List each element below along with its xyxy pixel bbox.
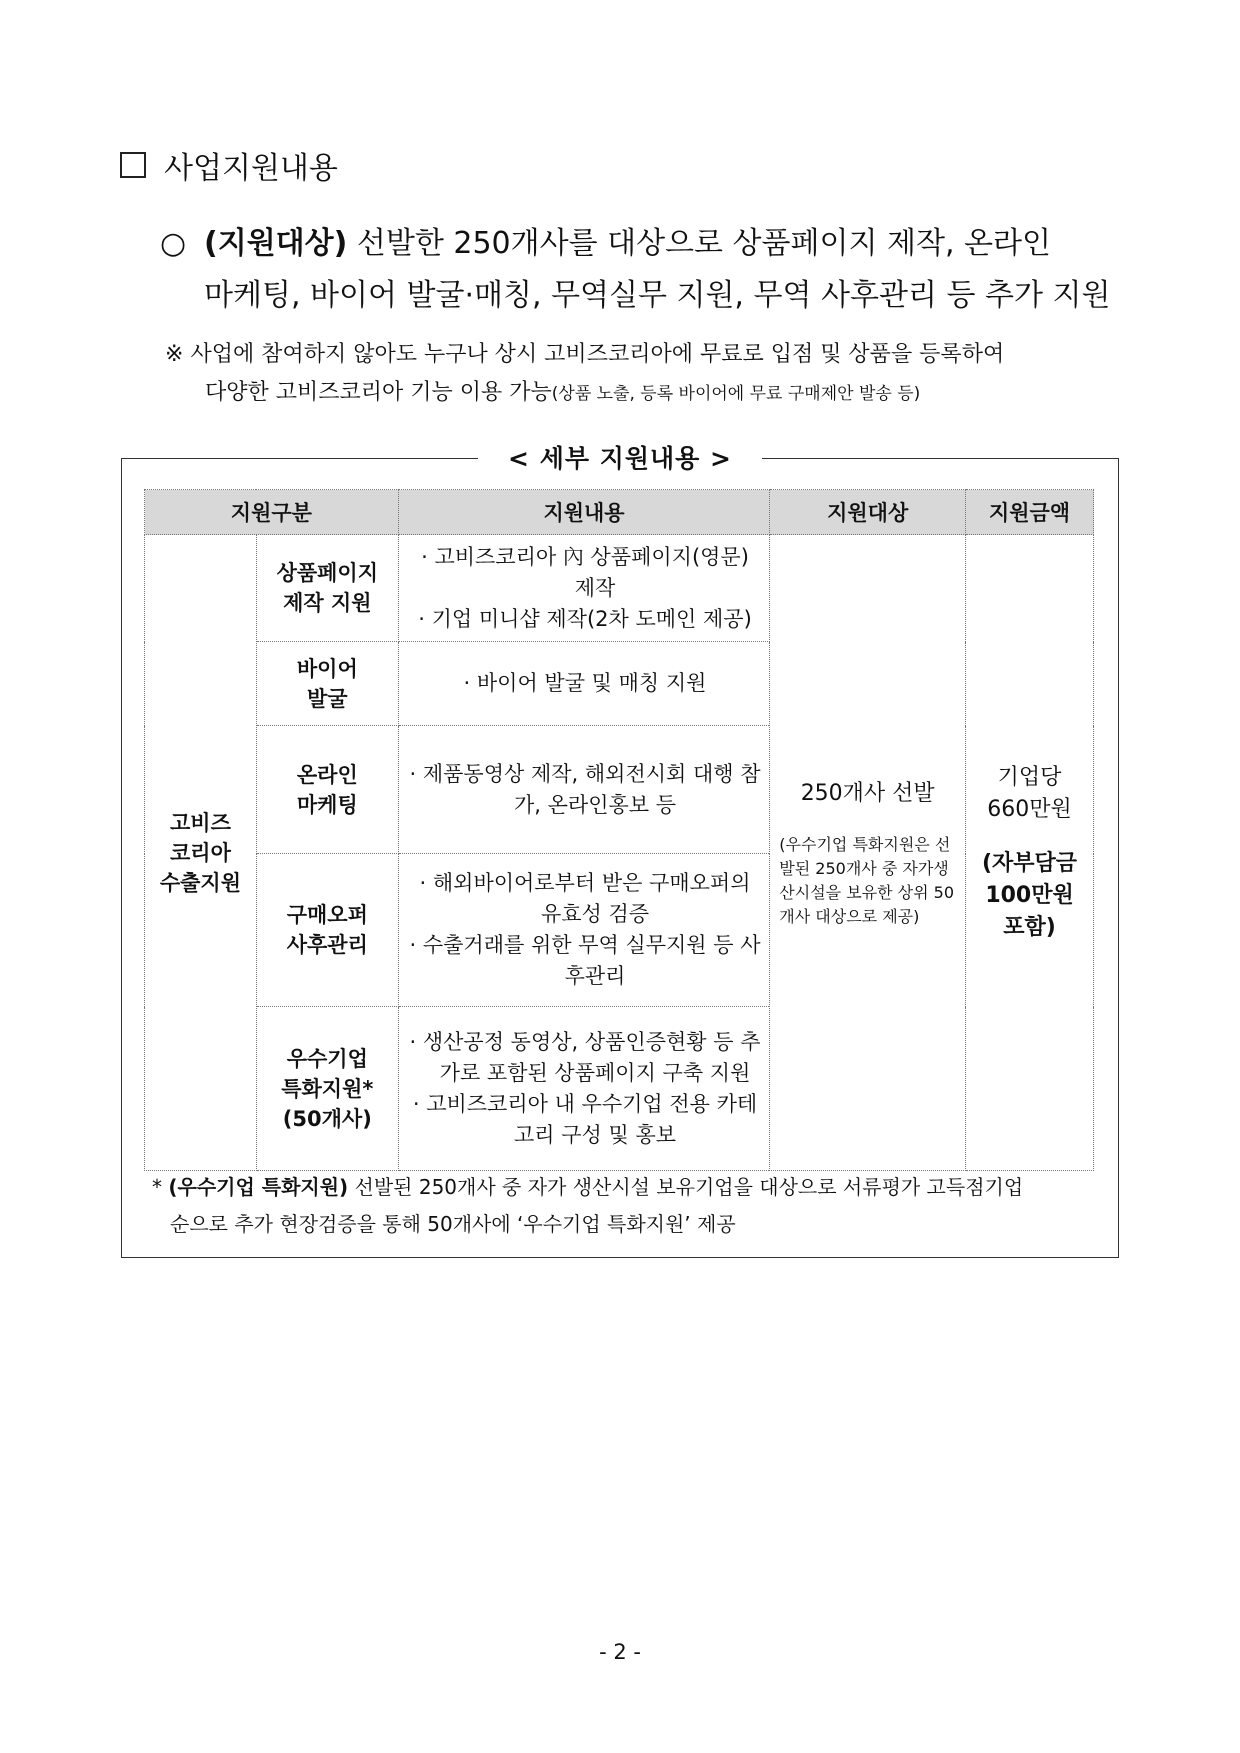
bullet-text-1: 선발한 250개사를 대상으로 상품페이지 제작, 온라인 — [347, 226, 1051, 261]
header-amount: 지원금액 — [966, 490, 1094, 535]
section-heading — [120, 143, 338, 187]
footnote-text-1: 선발된 250개사 중 자가 생산시설 보유기업을 대상으로 서류평가 고득점기업 — [348, 1175, 1024, 1199]
detail-support-box — [121, 444, 1119, 1258]
page-number: - 2 - — [599, 1640, 641, 1664]
content-cell: · 해외바이어로부터 받은 구매오퍼의 유효성 검증 · 수출거래를 위한 무역 실무지원 등 사후관리 — [398, 854, 770, 1007]
support-table — [144, 489, 1094, 1171]
reference-mark-icon: ※ — [165, 342, 184, 367]
footnote-line-1 — [152, 1169, 1102, 1206]
bullet-label: (지원대상) — [204, 226, 348, 261]
section-title: 사업지원내용 — [164, 151, 338, 186]
main-category-cell: 고비즈 코리아 수출지원 — [145, 535, 257, 1171]
amount-self-pay: (자부담금 100만원 포함) — [982, 850, 1078, 940]
target-main: 250개사 선발 — [800, 781, 935, 806]
header-category: 지원구분 — [145, 490, 399, 535]
content-cell: · 바이어 발굴 및 매칭 지원 — [398, 642, 770, 726]
support-target-paragraph — [160, 218, 1120, 322]
sub-category-cell: 상품페이지 제작 지원 — [256, 535, 398, 642]
amount-main: 기업당 660만원 — [987, 764, 1072, 822]
bullet-text-2: 마케팅, 바이어 발굴·매칭, 무역실무 지원, 무역 사후관리 등 추가 지원 — [204, 278, 1111, 313]
content-cell: · 고비즈코리아 內 상품페이지(영문) 제작 · 기업 미니샵 제작(2차 도메인 제공) — [398, 535, 770, 642]
target-note: (우수기업 특화지원은 선발된 250개사 중 자가생산시설을 보유한 상위 50개사 대상으로 제공) — [779, 835, 955, 926]
table-footnote — [152, 1169, 1102, 1243]
table-row — [145, 535, 1094, 642]
note-line-1 — [165, 336, 1125, 374]
sub-category-cell: 온라인 마케팅 — [256, 726, 398, 854]
note-text-2-small: (상품 노출, 등록 바이어에 무료 구매제안 발송 등) — [551, 384, 921, 404]
note-text-2: 다양한 고비즈코리아 기능 이용 가능 — [205, 380, 552, 405]
content-cell: · 제품동영상 제작, 해외전시회 대행 참가, 온라인홍보 등 — [398, 726, 770, 854]
footnote-text-2: 순으로 추가 현장검증을 통해 50개사에 ‘우수기업 특화지원’ 제공 — [170, 1212, 736, 1236]
checkbox-square-icon — [120, 152, 146, 178]
content-cell: · 생산공정 동영상, 상품인증현황 등 추가로 포함된 상품페이지 구축 지원 · 고비즈코리아 내 우수기업 전용 카테고리 구성 및 홍보 — [398, 1007, 770, 1171]
bullet-line-1 — [160, 218, 1120, 270]
amount-cell — [966, 535, 1094, 1171]
footnote-asterisk: * — [152, 1175, 162, 1199]
sub-category-cell: 우수기업 특화지원* (50개사) — [256, 1007, 398, 1171]
reference-note — [165, 336, 1125, 413]
detail-title: < 세부 지원내용 > — [478, 444, 762, 473]
note-line-2 — [165, 374, 1125, 413]
note-text-1: 사업에 참여하지 않아도 누구나 상시 고비즈코리아에 무료로 입점 및 상품을 등록하여 — [190, 342, 1005, 367]
sub-category-cell: 바이어 발굴 — [256, 642, 398, 726]
header-content: 지원내용 — [398, 490, 770, 535]
target-cell — [770, 535, 966, 1171]
circle-bullet-icon: ○ — [160, 226, 187, 261]
sub-category-cell: 구매오퍼 사후관리 — [256, 854, 398, 1007]
table-header-row — [145, 490, 1094, 535]
footnote-label: (우수기업 특화지원) — [168, 1175, 349, 1199]
header-target: 지원대상 — [770, 490, 966, 535]
